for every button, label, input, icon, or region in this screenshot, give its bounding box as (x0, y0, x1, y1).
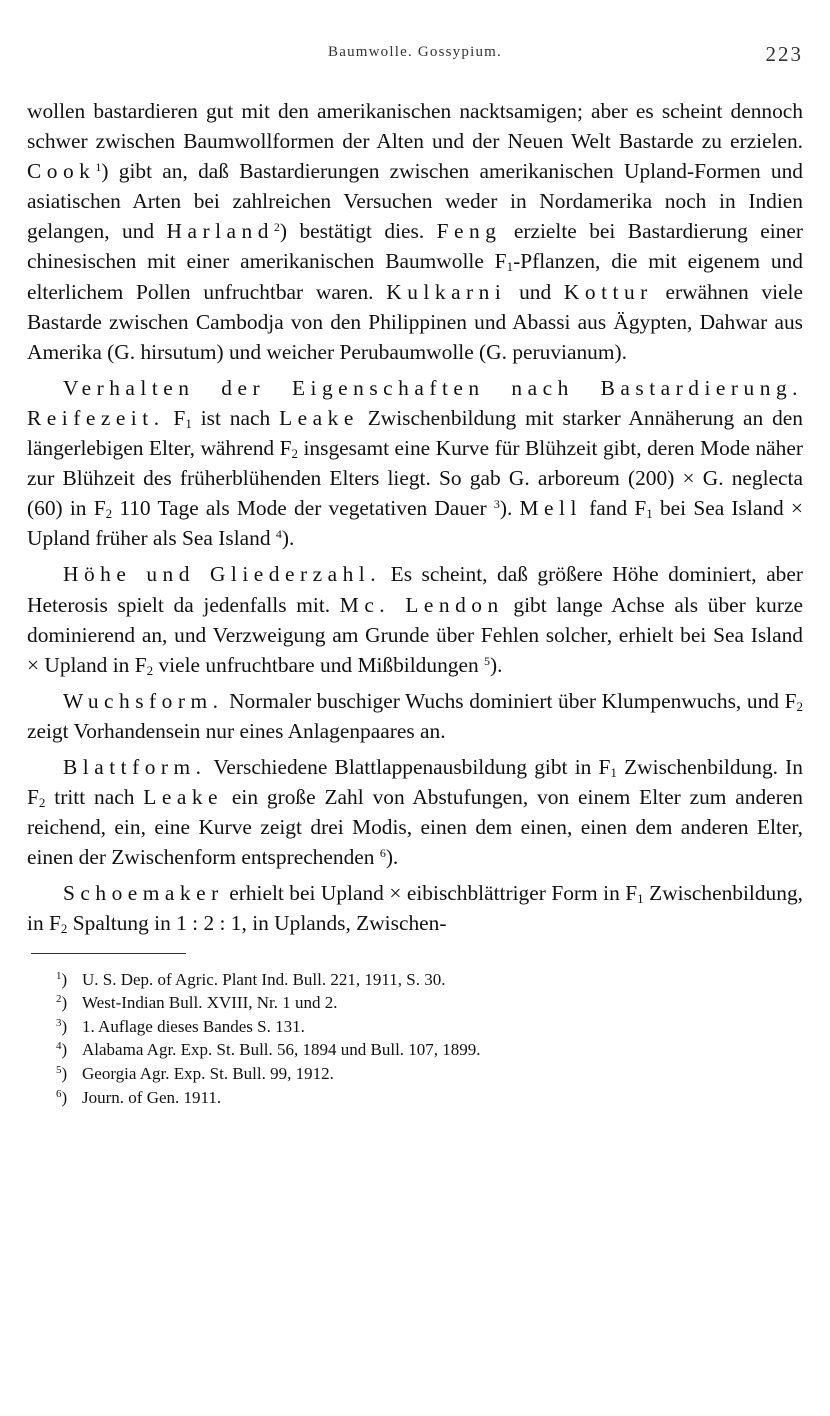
footnote (56, 1062, 803, 1086)
paragraph (27, 96, 803, 367)
footnote-text: Journ. of Gen. 1911. (82, 1087, 222, 1107)
text-run: ein große Zahl von Abstufungen, von einem Elter zum anderen reichend, ein, eine Kurve zeigt drei Modis, einen dem einen, einen dem anderen Elter, einen der Zwischenform entsprechenden (27, 785, 803, 870)
spaced-emphasis: Reifezeit. (27, 405, 165, 430)
footnote (56, 1015, 803, 1039)
text-run: ). (281, 526, 295, 551)
footnote-mark: $^3$) (56, 1016, 68, 1036)
footnote-number: 5 (56, 1063, 62, 1076)
text-run: Zwischenbildung. In F (27, 754, 803, 810)
footnote-number: 6 (56, 1087, 62, 1100)
footnote-mark: $^5$) (56, 1063, 68, 1083)
book-page (27, 36, 803, 1109)
footnote-number: 1 (56, 969, 62, 982)
text-run: F (164, 405, 186, 430)
footnote-reference: 3 (493, 497, 500, 512)
spaced-emphasis: Kottur (563, 279, 653, 304)
footnote-number: 2 (56, 993, 62, 1006)
footnote (56, 968, 803, 992)
text-run: gibt lange Achse als über kurze dominierend an, und Verzweigung am Grunde über Fehlen solcher, erhielt bei Sea Island × Upland in F (27, 592, 803, 677)
text-run: wollen bastardieren gut mit den amerikanischen nacktsamigen; aber es scheint dennoch schwer zwischen Baumwollformen der Alten und der Neuen Welt Bastarde zu erzielen. (27, 99, 803, 154)
running-title: Baumwolle. Gossypium. (328, 44, 502, 60)
footnote-reference: 4 (275, 527, 282, 542)
footnote-number: 3 (56, 1016, 62, 1029)
text-run: 110 Tage als Mode der vegetativen Dauer (112, 496, 494, 521)
footnote-text: West-Indian Bull. XVIII, Nr. 1 und 2. (82, 993, 338, 1013)
footnote-mark: $^2$) (56, 993, 68, 1013)
text-run: erzielte bei Bastardierung einer chinesischen mit einer amerikanischen Baumwolle F (27, 219, 803, 274)
footnote (56, 1086, 803, 1110)
subscript: 2 (105, 506, 113, 522)
footnote-separator (31, 953, 186, 954)
paragraph (27, 559, 803, 679)
paragraph (27, 878, 803, 938)
footnotes (27, 968, 803, 1110)
text-run: ) bestätigt dies. (279, 219, 437, 244)
text-run: Spaltung in 1 : 2 : 1, in Uplands, Zwischen- (67, 911, 447, 936)
footnote-mark: $^4$) (56, 1040, 68, 1060)
spaced-emphasis: Schoemaker (63, 881, 224, 906)
text-run: -Pflanzen, die mit eigenem und elterlichem Pollen unfruchtbar waren. (27, 249, 803, 304)
subscript: 2 (291, 446, 298, 462)
subscript: 2 (38, 795, 46, 811)
text-run: tritt nach (45, 785, 144, 810)
footnote-text: 1. Auflage dieses Bandes S. 131. (82, 1016, 305, 1036)
paragraph (27, 686, 803, 746)
spaced-emphasis: Kulkarni (386, 279, 507, 304)
paragraph (27, 752, 803, 872)
subscript: 2 (146, 662, 154, 678)
page-number: 223 (765, 42, 803, 66)
text-run: erwähnen viele Bastarde zwischen Cambodja von den Philippinen und Abassi aus Ägypten, Dahwar aus Amerika (G. hirsutum) und weicher Perubaumwolle (G. peruvianum). (27, 279, 803, 364)
text-run: Zwischenbildung, in F (27, 881, 803, 936)
paragraph (27, 373, 803, 554)
text-run: fand F (581, 496, 647, 521)
footnote-reference: 2 (273, 220, 280, 235)
subscript: 2 (60, 921, 68, 937)
spaced-emphasis: Feng (436, 219, 502, 244)
footnote-text: U. S. Dep. of Agric. Plant Ind. Bull. 221, 1911, S. 30. (82, 969, 446, 989)
subscript: 1 (637, 891, 644, 907)
text-run: ). (499, 496, 520, 521)
text-run: bei Sea Island × Upland früher als Sea Island (27, 496, 803, 551)
text-run: Zwischenbildung mit starker Annäherung an den längerlebigen Elter, während F (27, 405, 803, 461)
spaced-emphasis: Blattform. (63, 754, 207, 779)
text-run: Verschiedene Blattlappenausbildung gibt in F (206, 754, 611, 779)
page-header (27, 36, 803, 70)
text-run: zeigt Vorhandensein nur eines Anlagenpaares an. (27, 718, 446, 743)
text-run: viele unfruchtbare und Mißbildungen (153, 652, 485, 677)
footnote (56, 991, 803, 1015)
text-run: erhielt bei Upland × eibischblättriger Form in F (223, 881, 638, 906)
text-run: ist nach (191, 405, 280, 430)
subscript: 1 (185, 415, 192, 431)
footnote-number: 4 (56, 1040, 62, 1053)
footnote-mark: $^6$) (56, 1087, 68, 1107)
footnote-text: Alabama Agr. Exp. St. Bull. 56, 1894 und Bull. 107, 1899. (82, 1040, 481, 1060)
footnote-reference: 6 (379, 846, 386, 861)
text-run: und (506, 279, 564, 304)
footnote-text: Georgia Agr. Exp. St. Bull. 99, 1912. (82, 1063, 334, 1083)
spaced-emphasis: Höhe und Gliederzahl. (63, 562, 382, 587)
text-run: insgesamt eine Kurve für Blühzeit gibt, deren Mode näher zur Blühzeit des früherblühenden Elters liegt. So gab G. arboreum (200) × G. neglecta (60) in F (27, 436, 803, 521)
subscript: 1 (646, 506, 653, 522)
subscript: 1 (610, 764, 617, 780)
spaced-emphasis: Mc. Lendon (339, 592, 504, 617)
footnote-reference: 5 (484, 653, 491, 668)
spaced-emphasis: Mell (519, 496, 582, 521)
footnote-reference: 1 (95, 160, 102, 175)
body-text (27, 96, 803, 939)
spaced-emphasis: Cook (27, 159, 96, 184)
spaced-emphasis: Wuchsform. (63, 688, 224, 713)
text-run: ). (385, 845, 399, 870)
text-run: Normaler buschiger Wuchs dominiert über Klumpenwuchs, und F (223, 688, 797, 713)
text-run: ). (490, 652, 503, 677)
footnote (56, 1038, 803, 1062)
spaced-emphasis: Verhalten der Eigenschaften nach Bastardierung. (63, 375, 803, 400)
footnote-mark: $^1$) (56, 969, 68, 989)
text-run: Es scheint, daß größere Höhe dominiert, aber Heterosis spielt da jedenfalls mit. (27, 562, 803, 617)
spaced-emphasis: Harland (166, 219, 274, 244)
spaced-emphasis: Leake (279, 405, 359, 430)
text-run: ) gibt an, daß Bastardierungen zwischen amerikanischen Upland-Formen und asiatischen Arten bei zahlreichen Versuchen weder in Nordamerika noch in Indien gelangen, und (27, 159, 803, 244)
subscript: 1 (506, 259, 514, 275)
subscript: 2 (796, 698, 803, 714)
spaced-emphasis: Leake (143, 785, 224, 810)
